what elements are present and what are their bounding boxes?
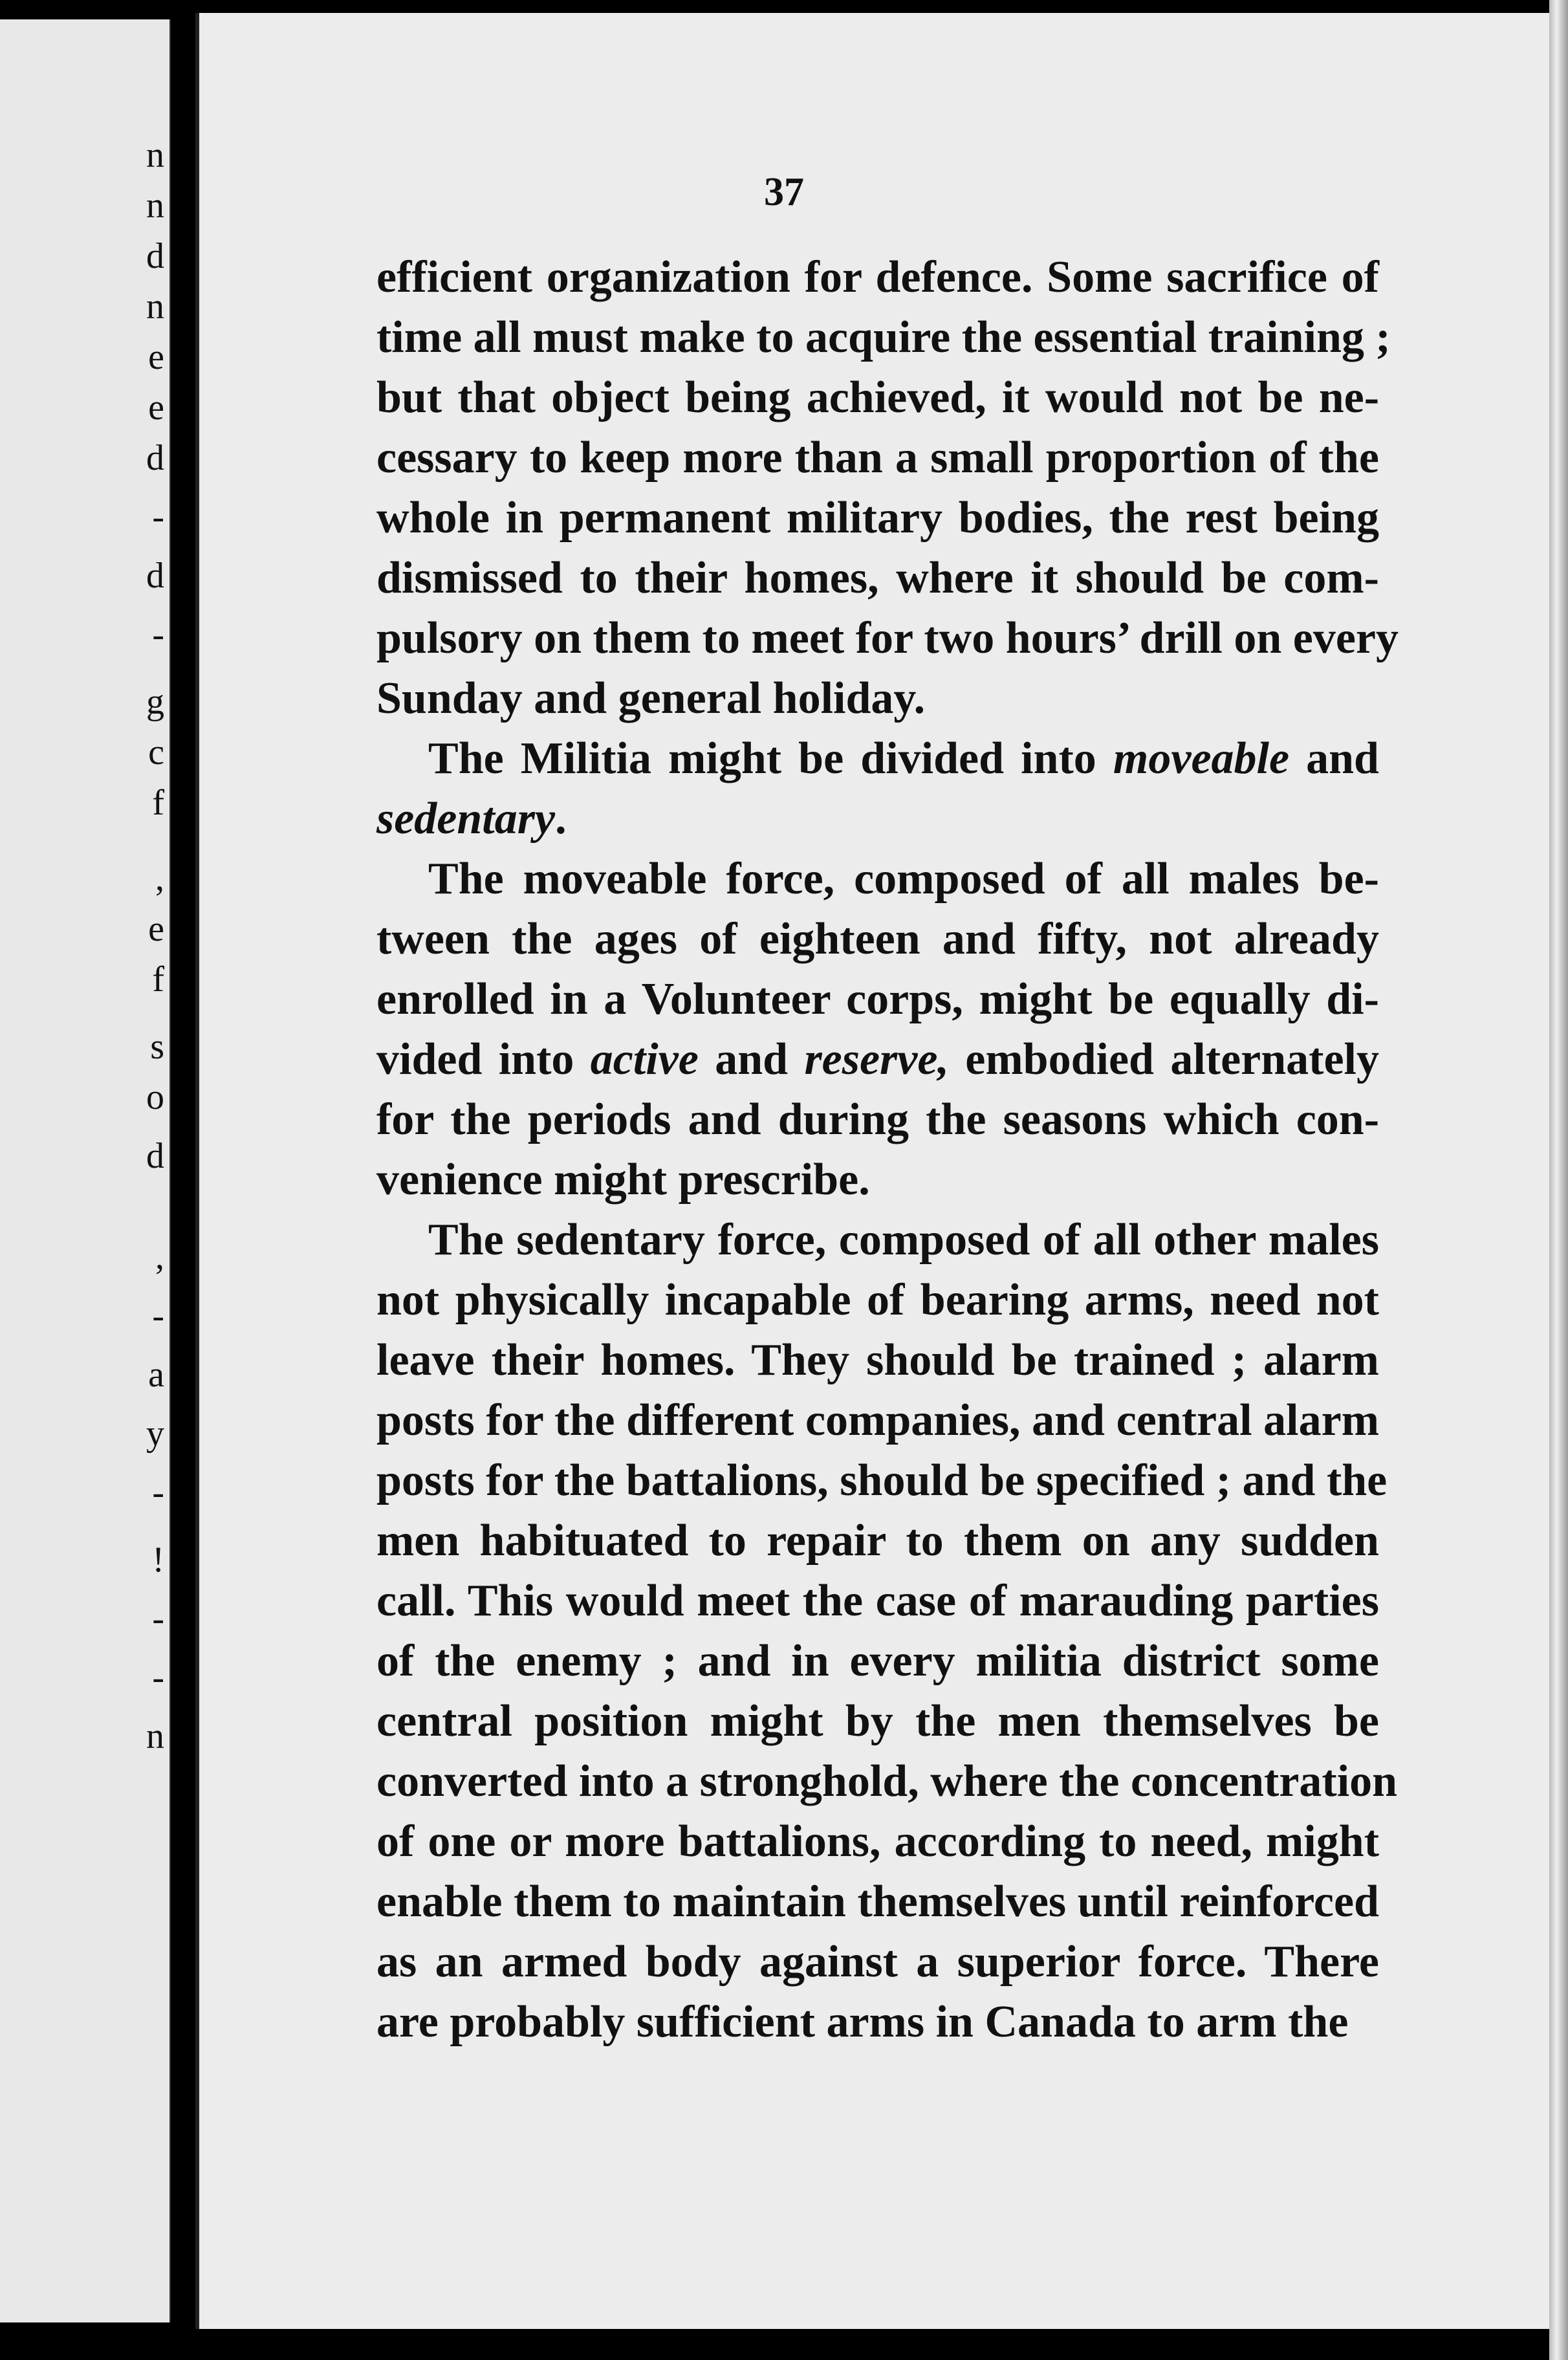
page-number: 37: [764, 170, 804, 214]
body-text: [376, 247, 1399, 2052]
text-run: enable them to maintain themselves until reinforced: [376, 1877, 1379, 1927]
italic-word: moveable: [1113, 734, 1290, 783]
text-run: of the enemy ; and in every militia district some: [376, 1636, 1379, 1686]
text-run: time all must make to acquire the essential training ;: [376, 312, 1391, 362]
text-line: [376, 1390, 1379, 1450]
text-run: .: [555, 794, 567, 844]
text-run: dismissed to their homes, where it should be com-: [376, 553, 1379, 603]
facing-page-char: s: [150, 1027, 164, 1067]
text-run: The Militia might be divided into: [428, 734, 1113, 783]
text-line: [376, 969, 1379, 1029]
text-run: of one or more battalions, according to need, might: [376, 1817, 1379, 1866]
text-run: Sunday and general holiday.: [376, 673, 926, 723]
facing-page-char: e: [148, 909, 164, 949]
facing-page-char: !: [152, 1540, 164, 1580]
text-line: [376, 1872, 1379, 1932]
text-run: embodied alternately: [948, 1034, 1379, 1084]
text-run: cessary to keep more than a small proportion of the: [376, 433, 1379, 483]
text-line: [376, 1450, 1388, 1511]
text-run: leave their homes. They should be trained ; alarm: [376, 1335, 1379, 1385]
facing-page-char: -: [152, 615, 164, 655]
text-line: [376, 1330, 1379, 1390]
facing-page-char: g: [146, 682, 164, 722]
paragraph: [376, 247, 1399, 728]
text-run: efficient organization for defence. Some sacrifice of: [376, 252, 1379, 302]
facing-page-char: c: [148, 732, 164, 772]
text-run: for the periods and during the seasons which con-: [376, 1095, 1379, 1144]
facing-page-char: e: [148, 388, 164, 428]
facing-page-char: d: [146, 1136, 164, 1176]
italic-word: active: [590, 1034, 699, 1084]
facing-page-char: y: [146, 1414, 164, 1454]
text-line: [376, 1631, 1379, 1691]
facing-page-char: n: [146, 287, 164, 327]
text-run: men habituated to repair to them on any sudden: [376, 1516, 1379, 1566]
facing-page-char: d: [146, 438, 164, 478]
text-line: [376, 789, 1379, 849]
facing-page-char: -: [152, 1472, 164, 1513]
text-run: tween the ages of eighteen and fifty, not already: [376, 914, 1379, 964]
text-line: [376, 1270, 1379, 1330]
text-run: The sedentary force, composed of all other males: [428, 1215, 1379, 1265]
facing-page-char: e: [148, 337, 164, 377]
text-line: [376, 1210, 1379, 1270]
text-line: [376, 1932, 1379, 1992]
text-line: [376, 367, 1379, 428]
text-run: and: [1289, 734, 1379, 783]
text-run: posts for the different companies, and central alarm: [376, 1395, 1379, 1445]
facing-page-char: n: [146, 135, 164, 175]
text-line: [376, 849, 1379, 909]
facing-page-char: ,: [155, 1237, 164, 1277]
text-line: [376, 548, 1379, 608]
text-run: pulsory on them to meet for two hours’ drill on every: [376, 613, 1399, 663]
facing-page-char: -: [152, 1657, 164, 1698]
text-run: The moveable force, composed of all males be-: [428, 854, 1379, 904]
page-binding-edge: [1549, 0, 1568, 2360]
text-line: [376, 1571, 1379, 1631]
facing-page-char: f: [152, 959, 164, 1000]
text-line: [376, 728, 1379, 789]
facing-page-char: ,: [155, 858, 164, 899]
text-run: but that object being achieved, it would not be ne-: [376, 373, 1379, 422]
text-line: [376, 909, 1379, 969]
text-line: [376, 1992, 1379, 2052]
text-run: vided into: [376, 1034, 591, 1084]
text-line: [376, 668, 1379, 728]
italic-word: sedentary: [376, 794, 556, 844]
text-run: venience might prescribe.: [376, 1155, 870, 1205]
text-line: [376, 1089, 1379, 1150]
facing-page-char: -: [152, 1296, 164, 1336]
text-run: central position might by the men themselves be: [376, 1696, 1379, 1746]
text-line: [376, 1029, 1379, 1089]
facing-page-char: n: [146, 1716, 164, 1756]
text-run: are probably sufficient arms in Canada to arm the: [376, 1997, 1349, 2047]
italic-word: reserve,: [804, 1034, 949, 1084]
text-line: [376, 1691, 1379, 1751]
facing-page-char: d: [146, 236, 164, 276]
paragraph: [376, 849, 1379, 1210]
text-run: whole in permanent military bodies, the rest being: [376, 493, 1379, 543]
facing-page-edge: [0, 19, 171, 2322]
text-run: call. This would meet the case of marauding parties: [376, 1576, 1379, 1626]
facing-page-char: d: [146, 556, 164, 596]
text-line: [376, 247, 1379, 307]
text-run: converted into a stronghold, where the concentration: [376, 1756, 1398, 1806]
facing-page-char: n: [146, 186, 164, 226]
paragraph: [376, 728, 1379, 849]
paragraph: [376, 1210, 1398, 2052]
text-run: and: [698, 1034, 805, 1084]
text-run: not physically incapable of bearing arms, need not: [376, 1275, 1379, 1325]
text-run: enrolled in a Volunteer corps, might be equally di-: [376, 974, 1379, 1024]
text-run: posts for the battalions, should be specified ; and the: [376, 1456, 1388, 1505]
text-line: [376, 428, 1379, 488]
text-line: [376, 1150, 1379, 1210]
text-run: as an armed body against a superior force. There: [376, 1937, 1379, 1987]
text-line: [376, 307, 1391, 367]
text-line: [376, 1811, 1379, 1872]
facing-page-char: -: [152, 1599, 164, 1639]
text-line: [376, 1751, 1398, 1811]
facing-page-char: f: [152, 783, 164, 823]
text-line: [376, 608, 1399, 668]
facing-page-char: o: [146, 1077, 164, 1117]
facing-page-char: a: [148, 1355, 164, 1395]
text-line: [376, 1511, 1379, 1571]
facing-page-char: -: [152, 497, 164, 537]
text-line: [376, 488, 1379, 548]
